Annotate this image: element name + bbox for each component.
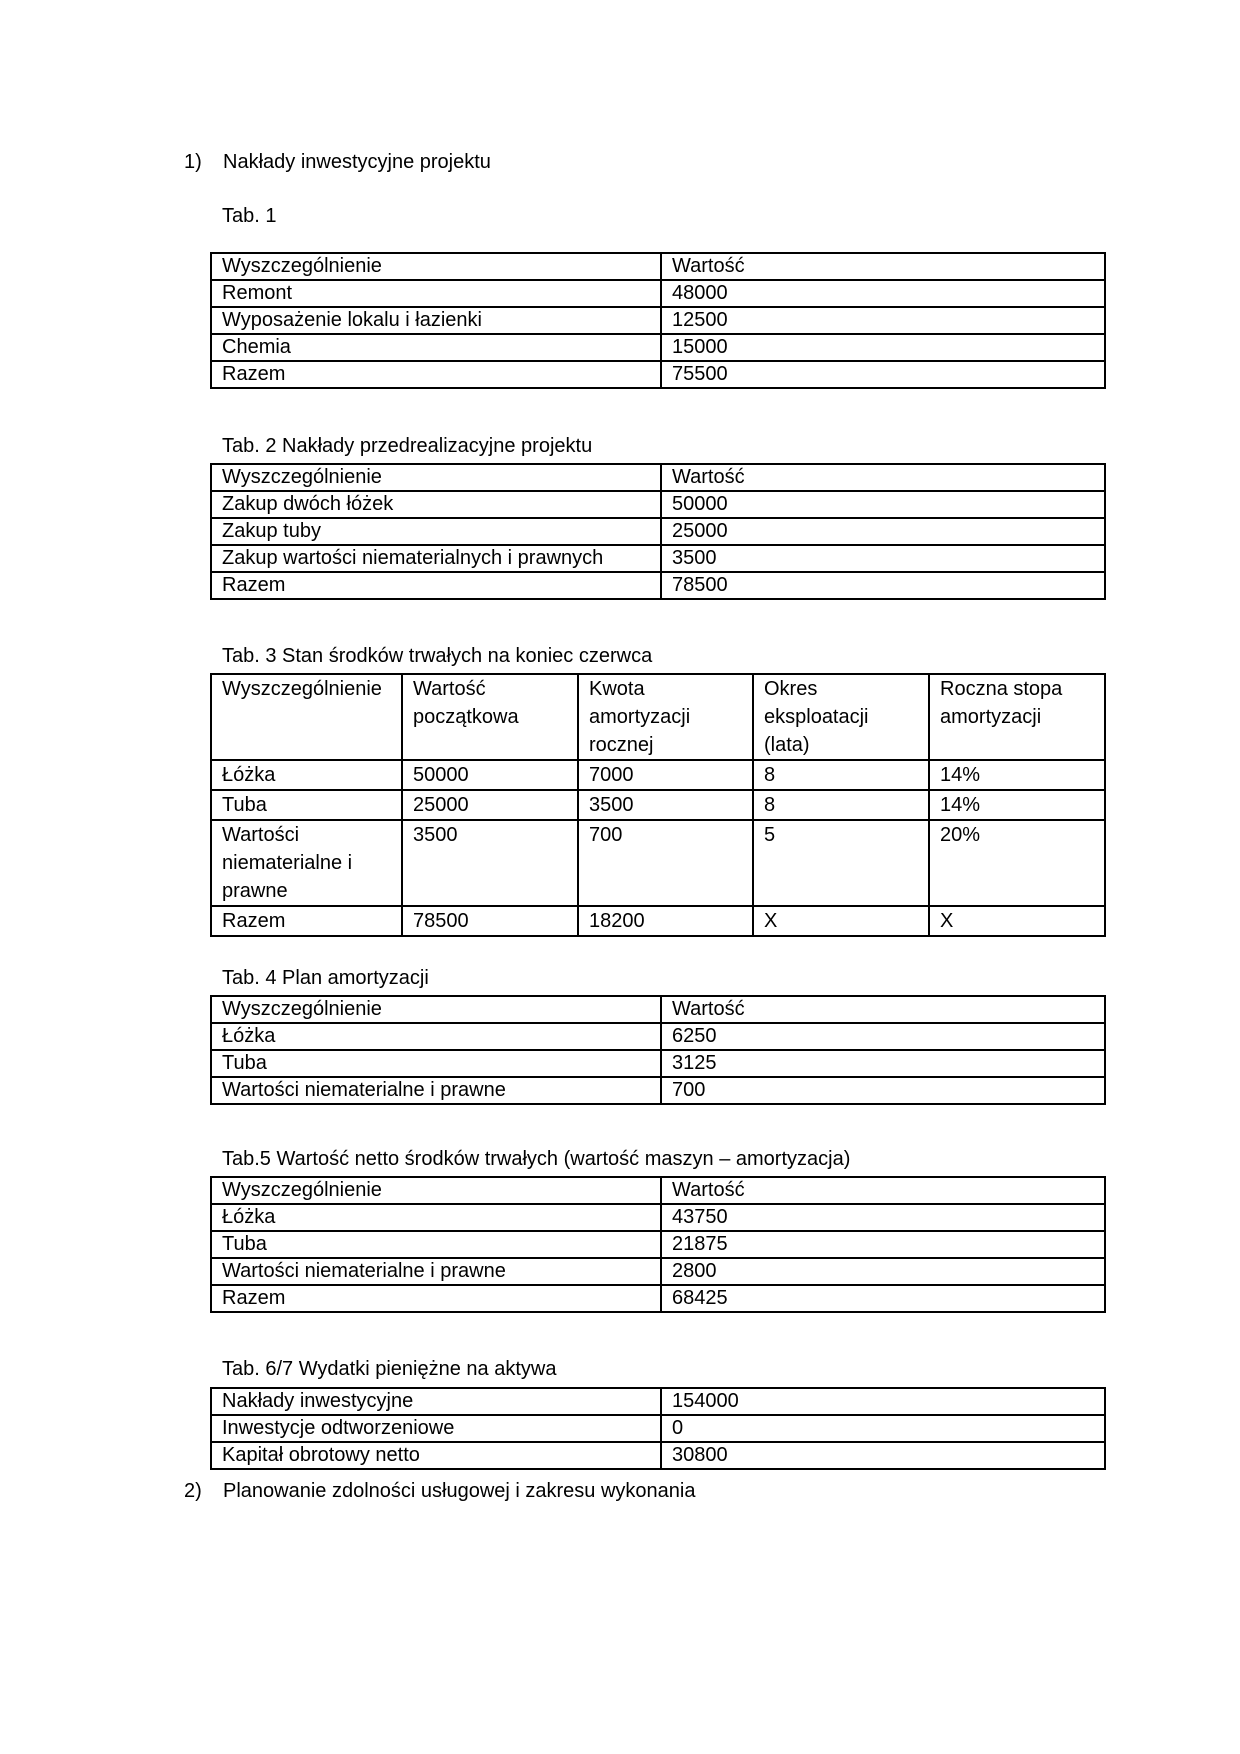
table-cell: 700	[661, 1077, 1105, 1104]
header-cell: Okres eksploatacji (lata)	[753, 674, 929, 760]
header-cell: Wartość	[661, 996, 1105, 1023]
table-cell: 21875	[661, 1231, 1105, 1258]
header-cell: Wyszczególnienie	[211, 1177, 661, 1204]
table-header-row	[211, 464, 1105, 491]
table-row	[211, 1285, 1105, 1312]
table-2	[210, 463, 1106, 600]
header-cell: Kwota amortyzacji rocznej	[578, 674, 753, 760]
table-header-row	[211, 674, 1105, 760]
table-row	[211, 1415, 1105, 1442]
table-cell: Razem	[211, 906, 402, 936]
table-cell: 700	[578, 820, 753, 906]
table-cell: Łóżka	[211, 1204, 661, 1231]
table-row	[211, 280, 1105, 307]
table-cell: 25000	[661, 518, 1105, 545]
section-heading-1	[184, 150, 491, 174]
table-header-row	[211, 253, 1105, 280]
table-cell: Remont	[211, 280, 661, 307]
table-cell: Łóżka	[211, 1023, 661, 1050]
section-number: 2)	[184, 1480, 202, 1502]
table-cell: 48000	[661, 280, 1105, 307]
table-cell: 3500	[661, 545, 1105, 572]
table-cell: Kapitał obrotowy netto	[211, 1442, 661, 1469]
table-row	[211, 491, 1105, 518]
table-cell: 8	[753, 790, 929, 820]
table-row	[211, 1023, 1105, 1050]
table-row	[211, 906, 1105, 936]
table-row	[211, 1442, 1105, 1469]
table-4	[210, 995, 1106, 1105]
table-row	[211, 760, 1105, 790]
table-cell: 30800	[661, 1442, 1105, 1469]
table-cell: X	[929, 906, 1105, 936]
table-cell: 12500	[661, 307, 1105, 334]
table-header-row	[211, 996, 1105, 1023]
header-cell: Wyszczególnienie	[211, 996, 661, 1023]
table-cell: Razem	[211, 1285, 661, 1312]
section-title: Planowanie zdolności usługowej i zakresu wykonania	[223, 1480, 696, 1502]
table-cell: Wartości niematerialne i prawne	[211, 1077, 661, 1104]
table-row	[211, 1258, 1105, 1285]
header-cell: Wartość	[661, 253, 1105, 280]
table-cell: Wartości niematerialne i prawne	[211, 820, 402, 906]
table-row	[211, 1050, 1105, 1077]
table-caption-6-7: Tab. 6/7 Wydatki pieniężne na aktywa	[222, 1358, 557, 1380]
table-cell: 50000	[402, 760, 578, 790]
table-cell: 3500	[578, 790, 753, 820]
table-cell: Wartości niematerialne i prawne	[211, 1258, 661, 1285]
table-cell: 154000	[661, 1388, 1105, 1415]
table-row	[211, 1231, 1105, 1258]
section-heading-2	[184, 1479, 696, 1503]
table-caption-4: Tab. 4 Plan amortyzacji	[222, 967, 429, 989]
table-1	[210, 252, 1106, 389]
header-cell: Roczna stopa amortyzacji	[929, 674, 1105, 760]
table-3	[210, 673, 1106, 937]
table-row	[211, 545, 1105, 572]
table-cell: X	[753, 906, 929, 936]
table-cell: 68425	[661, 1285, 1105, 1312]
table-cell: 50000	[661, 491, 1105, 518]
table-cell: Nakłady inwestycyjne	[211, 1388, 661, 1415]
header-cell: Wyszczególnienie	[211, 674, 402, 760]
table-cell: Tuba	[211, 790, 402, 820]
section-number: 1)	[184, 151, 202, 173]
table-row	[211, 1077, 1105, 1104]
header-cell: Wyszczególnienie	[211, 464, 661, 491]
table-row	[211, 334, 1105, 361]
table-cell: 8	[753, 760, 929, 790]
table-cell: 3500	[402, 820, 578, 906]
table-cell: Tuba	[211, 1050, 661, 1077]
table-cell: Zakup wartości niematerialnych i prawnych	[211, 545, 661, 572]
table-row	[211, 307, 1105, 334]
table-row	[211, 572, 1105, 599]
header-cell: Wartość	[661, 464, 1105, 491]
table-header-row	[211, 1177, 1105, 1204]
header-cell: Wartość początkowa	[402, 674, 578, 760]
table-row	[211, 361, 1105, 388]
header-cell: Wyszczególnienie	[211, 253, 661, 280]
table-cell: Tuba	[211, 1231, 661, 1258]
table-cell: 7000	[578, 760, 753, 790]
table-cell: Chemia	[211, 334, 661, 361]
table-cell: 75500	[661, 361, 1105, 388]
table-caption-3: Tab. 3 Stan środków trwałych na koniec czerwca	[222, 645, 653, 667]
table-cell: 0	[661, 1415, 1105, 1442]
table-cell: 14%	[929, 760, 1105, 790]
table-cell: Razem	[211, 572, 661, 599]
table-row	[211, 518, 1105, 545]
table-row	[211, 820, 1105, 906]
table-cell: 6250	[661, 1023, 1105, 1050]
table-cell: 14%	[929, 790, 1105, 820]
table-5	[210, 1176, 1106, 1313]
table-row	[211, 1204, 1105, 1231]
table-cell: 15000	[661, 334, 1105, 361]
table-row	[211, 790, 1105, 820]
table-row	[211, 1388, 1105, 1415]
table-cell: Zakup dwóch łóżek	[211, 491, 661, 518]
table-cell: 3125	[661, 1050, 1105, 1077]
table-cell: 25000	[402, 790, 578, 820]
table-caption-1: Tab. 1	[222, 205, 277, 227]
table-caption-2: Tab. 2 Nakłady przedrealizacyjne projektu	[222, 435, 593, 457]
table-cell: 18200	[578, 906, 753, 936]
table-cell: 5	[753, 820, 929, 906]
table-cell: 78500	[402, 906, 578, 936]
table-cell: Inwestycje odtworzeniowe	[211, 1415, 661, 1442]
section-title: Nakłady inwestycyjne projektu	[223, 151, 491, 173]
table-cell: Wyposażenie lokalu i łazienki	[211, 307, 661, 334]
table-cell: 43750	[661, 1204, 1105, 1231]
table-cell: Zakup tuby	[211, 518, 661, 545]
table-caption-5: Tab.5 Wartość netto środków trwałych (wartość maszyn – amortyzacja)	[222, 1148, 851, 1170]
table-6-7	[210, 1387, 1106, 1470]
table-cell: Razem	[211, 361, 661, 388]
table-cell: 20%	[929, 820, 1105, 906]
table-cell: Łóżka	[211, 760, 402, 790]
table-cell: 2800	[661, 1258, 1105, 1285]
table-cell: 78500	[661, 572, 1105, 599]
header-cell: Wartość	[661, 1177, 1105, 1204]
